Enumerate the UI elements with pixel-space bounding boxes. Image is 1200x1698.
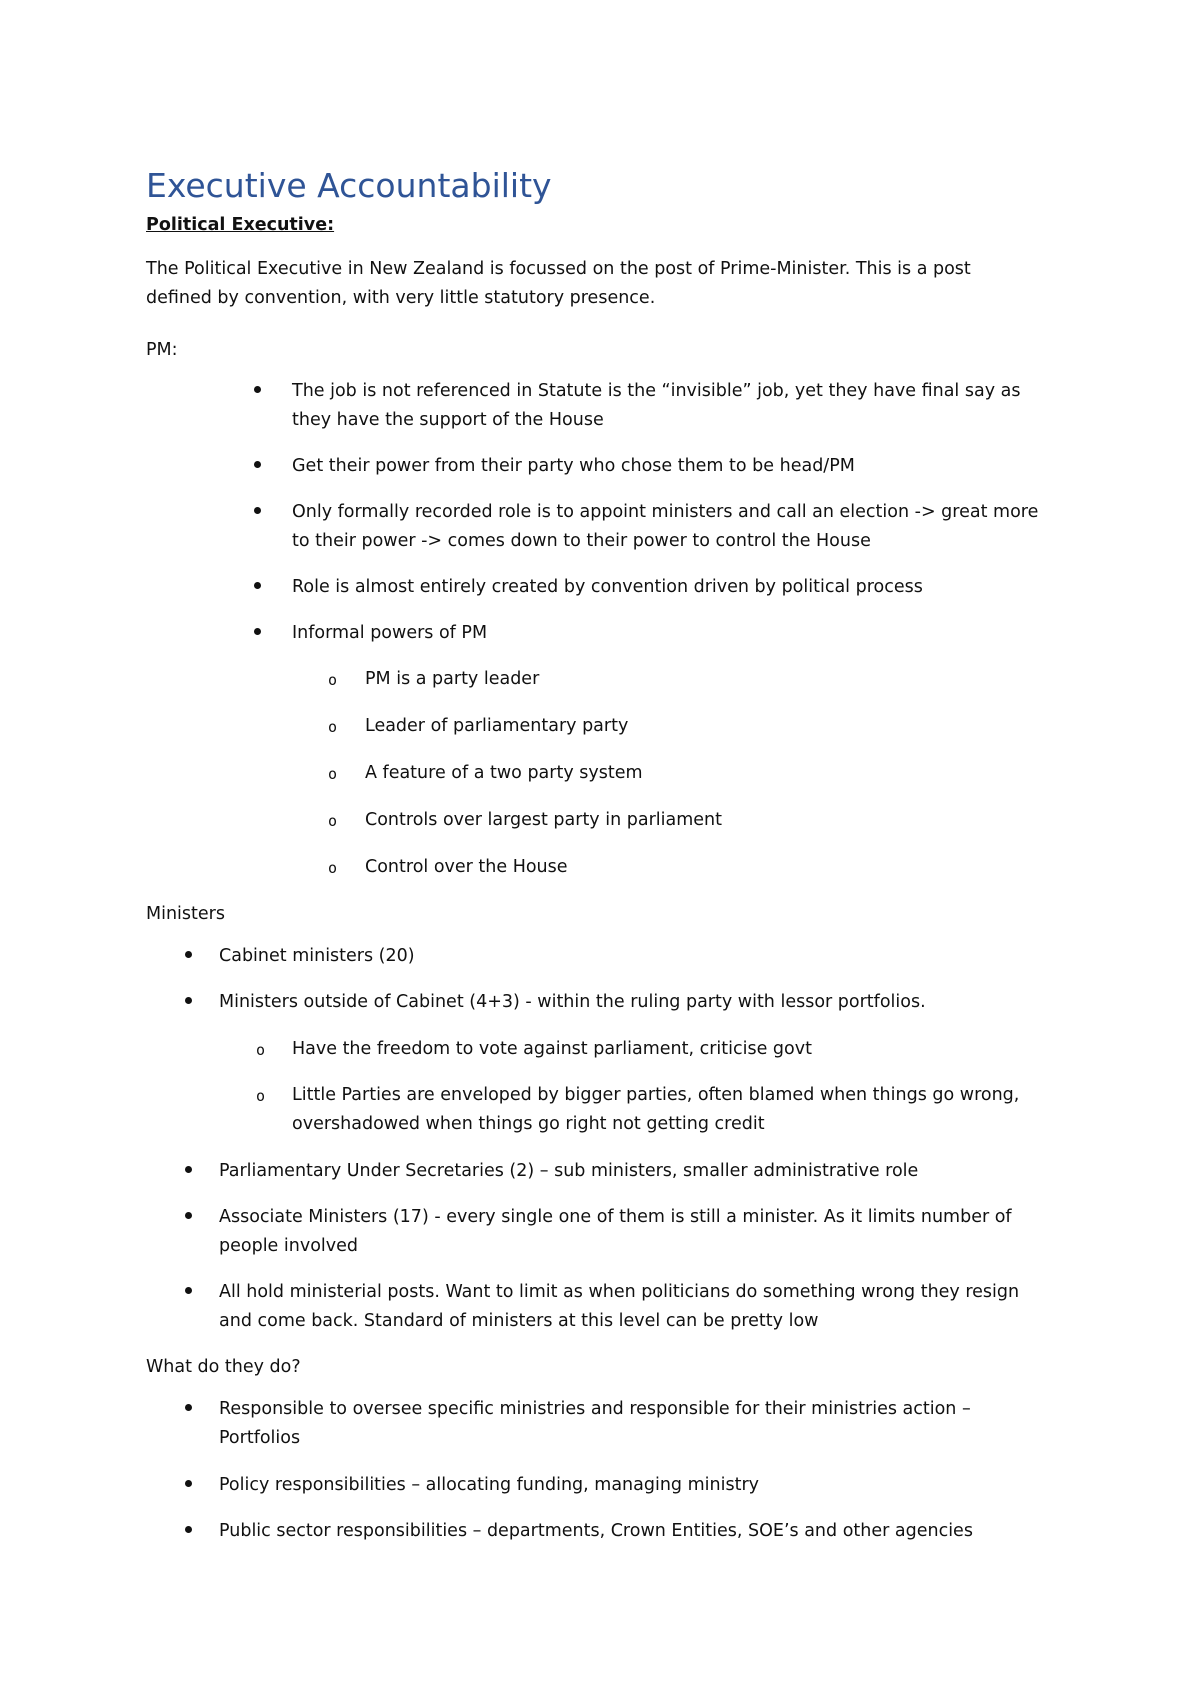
pm-sub-bullet-1: PM is a party leader — [365, 669, 540, 689]
pm-sub-bullet-4: Controls over largest party in parliament — [365, 810, 722, 830]
document-title: Executive Accountability — [146, 166, 552, 205]
bullet-marker — [185, 1166, 192, 1173]
pm-heading: PM: — [146, 340, 178, 360]
ministers-sub-bullet-1: Have the freedom to vote against parliament, criticise govt — [292, 1039, 812, 1059]
bullet-marker — [185, 1480, 192, 1487]
pm-bullet-3-line-2: to their power -> comes down to their power to control the House — [292, 531, 871, 551]
pm-sub-bullet-5: Control over the House — [365, 857, 568, 877]
ministers-bullet-3: Parliamentary Under Secretaries (2) – sub ministers, smaller administrative role — [219, 1161, 919, 1181]
pm-bullet-3-line-1: Only formally recorded role is to appoint ministers and call an election -> great more — [292, 502, 1039, 522]
ministers-bullet-2: Ministers outside of Cabinet (4+3) - within the ruling party with lessor portfolios. — [219, 992, 926, 1012]
ministers-bullet-4-line-2: people involved — [219, 1236, 358, 1256]
pm-bullet-1-line-2: they have the support of the House — [292, 410, 604, 430]
bullet-marker — [254, 507, 261, 514]
ministers-bullet-5-line-1: All hold ministerial posts. Want to limit as when politicians do something wrong they resign — [219, 1282, 1020, 1302]
what-bullet-1-line-2: Portfolios — [219, 1428, 301, 1448]
pm-bullet-2-line-1: Get their power from their party who chose them to be head/PM — [292, 456, 855, 476]
bullet-marker — [185, 997, 192, 1004]
bullet-marker — [254, 582, 261, 589]
pm-bullet-1-line-1: The job is not referenced in Statute is the “invisible” job, yet they have final say as — [292, 381, 1021, 401]
sub-bullet-marker: o — [256, 1087, 266, 1105]
sub-bullet-marker: o — [328, 812, 338, 830]
bullet-marker — [185, 1404, 192, 1411]
what-bullet-2: Policy responsibilities – allocating funding, managing ministry — [219, 1475, 759, 1495]
ministers-sub-bullet-2-line-2: overshadowed when things go right not getting credit — [292, 1114, 765, 1134]
sub-bullet-marker: o — [328, 859, 338, 877]
sub-bullet-marker: o — [328, 671, 338, 689]
ministers-heading: Ministers — [146, 904, 225, 924]
sub-bullet-marker: o — [328, 718, 338, 736]
sub-bullet-marker: o — [328, 765, 338, 783]
what-bullet-1-line-1: Responsible to oversee specific ministries and responsible for their ministries action – — [219, 1399, 971, 1419]
ministers-bullet-4-line-1: Associate Ministers (17) - every single one of them is still a minister. As it limits number of — [219, 1207, 1012, 1227]
sub-bullet-marker: o — [256, 1041, 266, 1059]
what-heading: What do they do? — [146, 1357, 301, 1377]
bullet-marker — [254, 386, 261, 393]
ministers-sub-bullet-2-line-1: Little Parties are enveloped by bigger parties, often blamed when things go wrong, — [292, 1085, 1020, 1105]
what-bullet-3: Public sector responsibilities – departments, Crown Entities, SOE’s and other agencies — [219, 1521, 973, 1541]
ministers-bullet-1: Cabinet ministers (20) — [219, 946, 415, 966]
pm-bullet-4-line-1: Role is almost entirely created by convention driven by political process — [292, 577, 923, 597]
pm-sub-bullet-2: Leader of parliamentary party — [365, 716, 629, 736]
bullet-marker — [185, 1212, 192, 1219]
bullet-marker — [185, 1526, 192, 1533]
pm-bullet-5-line-1: Informal powers of PM — [292, 623, 488, 643]
intro-line-2: defined by convention, with very little statutory presence. — [146, 288, 656, 308]
intro-line-1: The Political Executive in New Zealand is focussed on the post of Prime-Minister. This is a post — [146, 259, 971, 279]
bullet-marker — [254, 628, 261, 635]
bullet-marker — [254, 461, 261, 468]
bullet-marker — [185, 951, 192, 958]
section-subtitle: Political Executive: — [146, 215, 335, 235]
bullet-marker — [185, 1287, 192, 1294]
pm-sub-bullet-3: A feature of a two party system — [365, 763, 643, 783]
ministers-bullet-5-line-2: and come back. Standard of ministers at this level can be pretty low — [219, 1311, 819, 1331]
